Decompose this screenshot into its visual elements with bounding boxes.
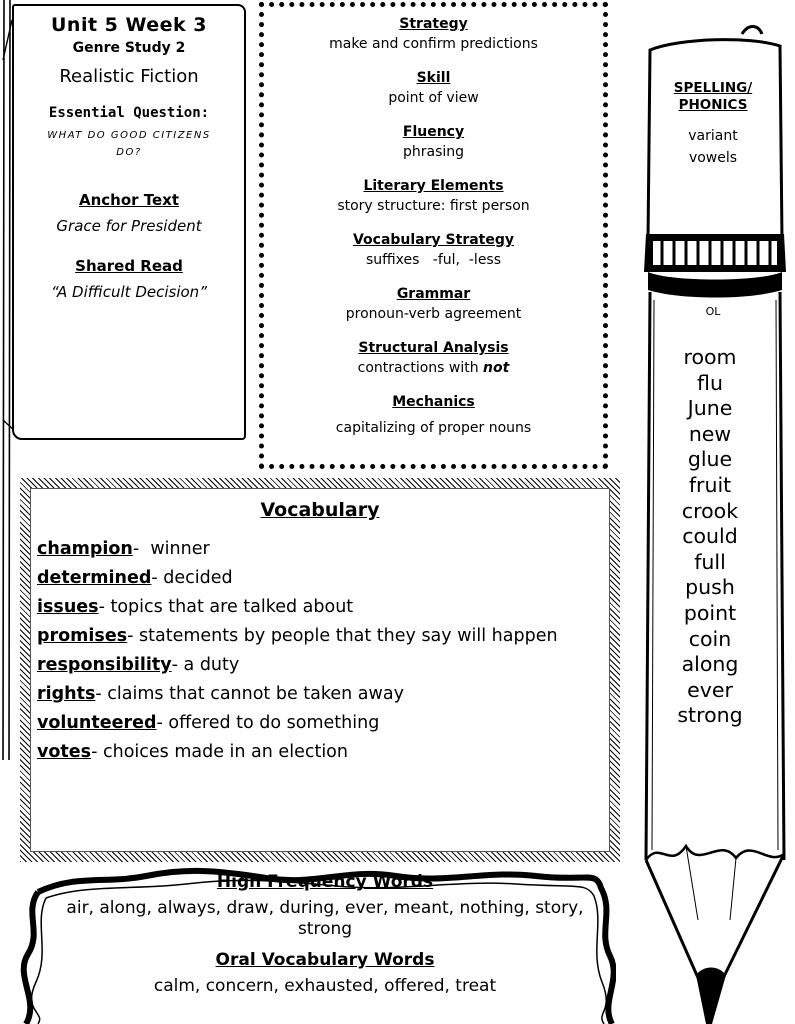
- vocabulary-box: [20, 478, 620, 862]
- essential-question: WHAT DO GOOD CITIZENS DO?: [47, 130, 211, 158]
- skill-heading: Structural Analysis: [358, 340, 509, 356]
- unit-info-box: [12, 4, 246, 440]
- vocabulary-item: [37, 738, 558, 767]
- vocabulary-word: issues: [37, 597, 99, 617]
- spelling-level: OL: [705, 305, 721, 318]
- spelling-topic-line: vowels: [688, 150, 738, 166]
- vocabulary-definition: claims that cannot be taken away: [107, 684, 404, 704]
- spelling-word: ever: [687, 677, 733, 702]
- vocabulary-word: responsibility: [37, 655, 172, 675]
- high-frequency-content: [40, 872, 610, 997]
- genre: Realistic Fiction: [59, 66, 199, 87]
- high-frequency-words: air, along, always, draw, during, ever, meant, nothing, story, strong: [66, 898, 584, 939]
- vocabulary-definition: decided: [163, 568, 233, 588]
- skill-heading: Grammar: [396, 286, 471, 302]
- vocabulary-item: [37, 680, 558, 709]
- skill-value: point of view: [388, 90, 479, 106]
- vocabulary-word: volunteered: [37, 713, 157, 733]
- skill-heading: Skill: [416, 70, 451, 86]
- vocabulary-word: rights: [37, 684, 96, 704]
- spelling-word: fruit: [688, 472, 732, 497]
- skill-heading: Literary Elements: [363, 178, 504, 194]
- vocabulary-sep: -: [98, 597, 111, 617]
- spelling-word: new: [688, 421, 732, 446]
- spelling-word: room: [683, 345, 737, 369]
- skill-value: [264, 358, 603, 378]
- skill-heading: Vocabulary Strategy: [352, 232, 515, 248]
- skill-value-text: contractions with: [357, 360, 479, 376]
- spelling-word: June: [687, 396, 733, 421]
- skill-heading: Mechanics: [392, 394, 475, 410]
- vocabulary-word: votes: [37, 742, 92, 762]
- spelling-word: along: [681, 652, 739, 677]
- vocabulary-title: Vocabulary: [260, 499, 380, 521]
- spelling-heading: SPELLING/ PHONICS: [673, 80, 753, 113]
- oral-vocabulary-words: calm, concern, exhausted, offered, treat: [153, 976, 497, 996]
- spelling-word: could: [682, 524, 738, 549]
- vocabulary-sep: -: [91, 742, 103, 762]
- skill-value: make and confirm predictions: [329, 36, 538, 52]
- shared-read: “A Difficult Decision”: [51, 283, 207, 301]
- vocabulary-sep: -: [95, 684, 108, 704]
- oral-vocabulary-title: Oral Vocabulary Words: [215, 950, 435, 970]
- vocabulary-sep: -: [132, 539, 151, 559]
- skill-value: pronoun-verb agreement: [345, 306, 522, 322]
- high-frequency-title: High Frequency Words: [216, 872, 434, 892]
- genre-study: Genre Study 2: [72, 40, 186, 56]
- vocabulary-definition: a duty: [183, 655, 240, 675]
- skill-heading: Fluency: [402, 124, 465, 140]
- vocabulary-item: [37, 709, 558, 738]
- vocabulary-inner: [30, 488, 610, 852]
- anchor-text: Grace for President: [56, 217, 202, 235]
- vocabulary-item: [37, 564, 558, 593]
- skills-box: [259, 2, 608, 469]
- spelling-word: flu: [697, 370, 723, 395]
- vocabulary-sep: -: [151, 568, 164, 588]
- vocabulary-definition: offered to do something: [168, 713, 380, 733]
- spelling-word: strong: [677, 703, 743, 728]
- vocabulary-sep: -: [156, 713, 169, 733]
- spelling-word-list: [645, 345, 775, 729]
- unit-title: Unit 5 Week 3: [50, 14, 208, 36]
- vocabulary-word: determined: [37, 568, 152, 588]
- spelling-word: push: [685, 575, 735, 600]
- vocabulary-definition: topics that are talked about: [110, 597, 354, 617]
- vocabulary-item: [37, 593, 558, 622]
- vocabulary-sep: -: [171, 655, 184, 675]
- anchor-text-label: Anchor Text: [78, 191, 180, 209]
- vocabulary-list: [37, 535, 558, 767]
- skill-value: capitalizing of proper nouns: [335, 420, 532, 436]
- vocabulary-word: champion: [37, 539, 133, 559]
- vocabulary-word: promises: [37, 626, 128, 646]
- vocabulary-definition: choices made in an election: [102, 742, 348, 762]
- spelling-word: coin: [688, 626, 732, 651]
- spelling-topic: [655, 125, 771, 169]
- skill-value-emphasis: not: [483, 360, 510, 376]
- spelling-word: point: [683, 600, 737, 625]
- vocabulary-item: [37, 651, 558, 680]
- vocabulary-definition: winner: [150, 539, 210, 559]
- vocabulary-definition: statements by people that they say will happen: [139, 626, 558, 646]
- spelling-topic-line: variant: [688, 128, 738, 144]
- vocabulary-item: [37, 535, 558, 564]
- spelling-word: crook: [681, 498, 739, 523]
- spelling-word: glue: [687, 447, 733, 472]
- skill-value: suffixes -ful, -less: [365, 252, 502, 268]
- essential-question-label: Essential Question:: [48, 105, 210, 121]
- spelling-word: full: [694, 549, 726, 574]
- vocabulary-sep: -: [127, 626, 140, 646]
- skill-heading: Strategy: [399, 16, 468, 32]
- vocabulary-item: [37, 622, 558, 651]
- shared-read-label: Shared Read: [75, 257, 183, 275]
- skill-value: story structure: first person: [337, 198, 530, 214]
- skill-value: phrasing: [402, 144, 465, 160]
